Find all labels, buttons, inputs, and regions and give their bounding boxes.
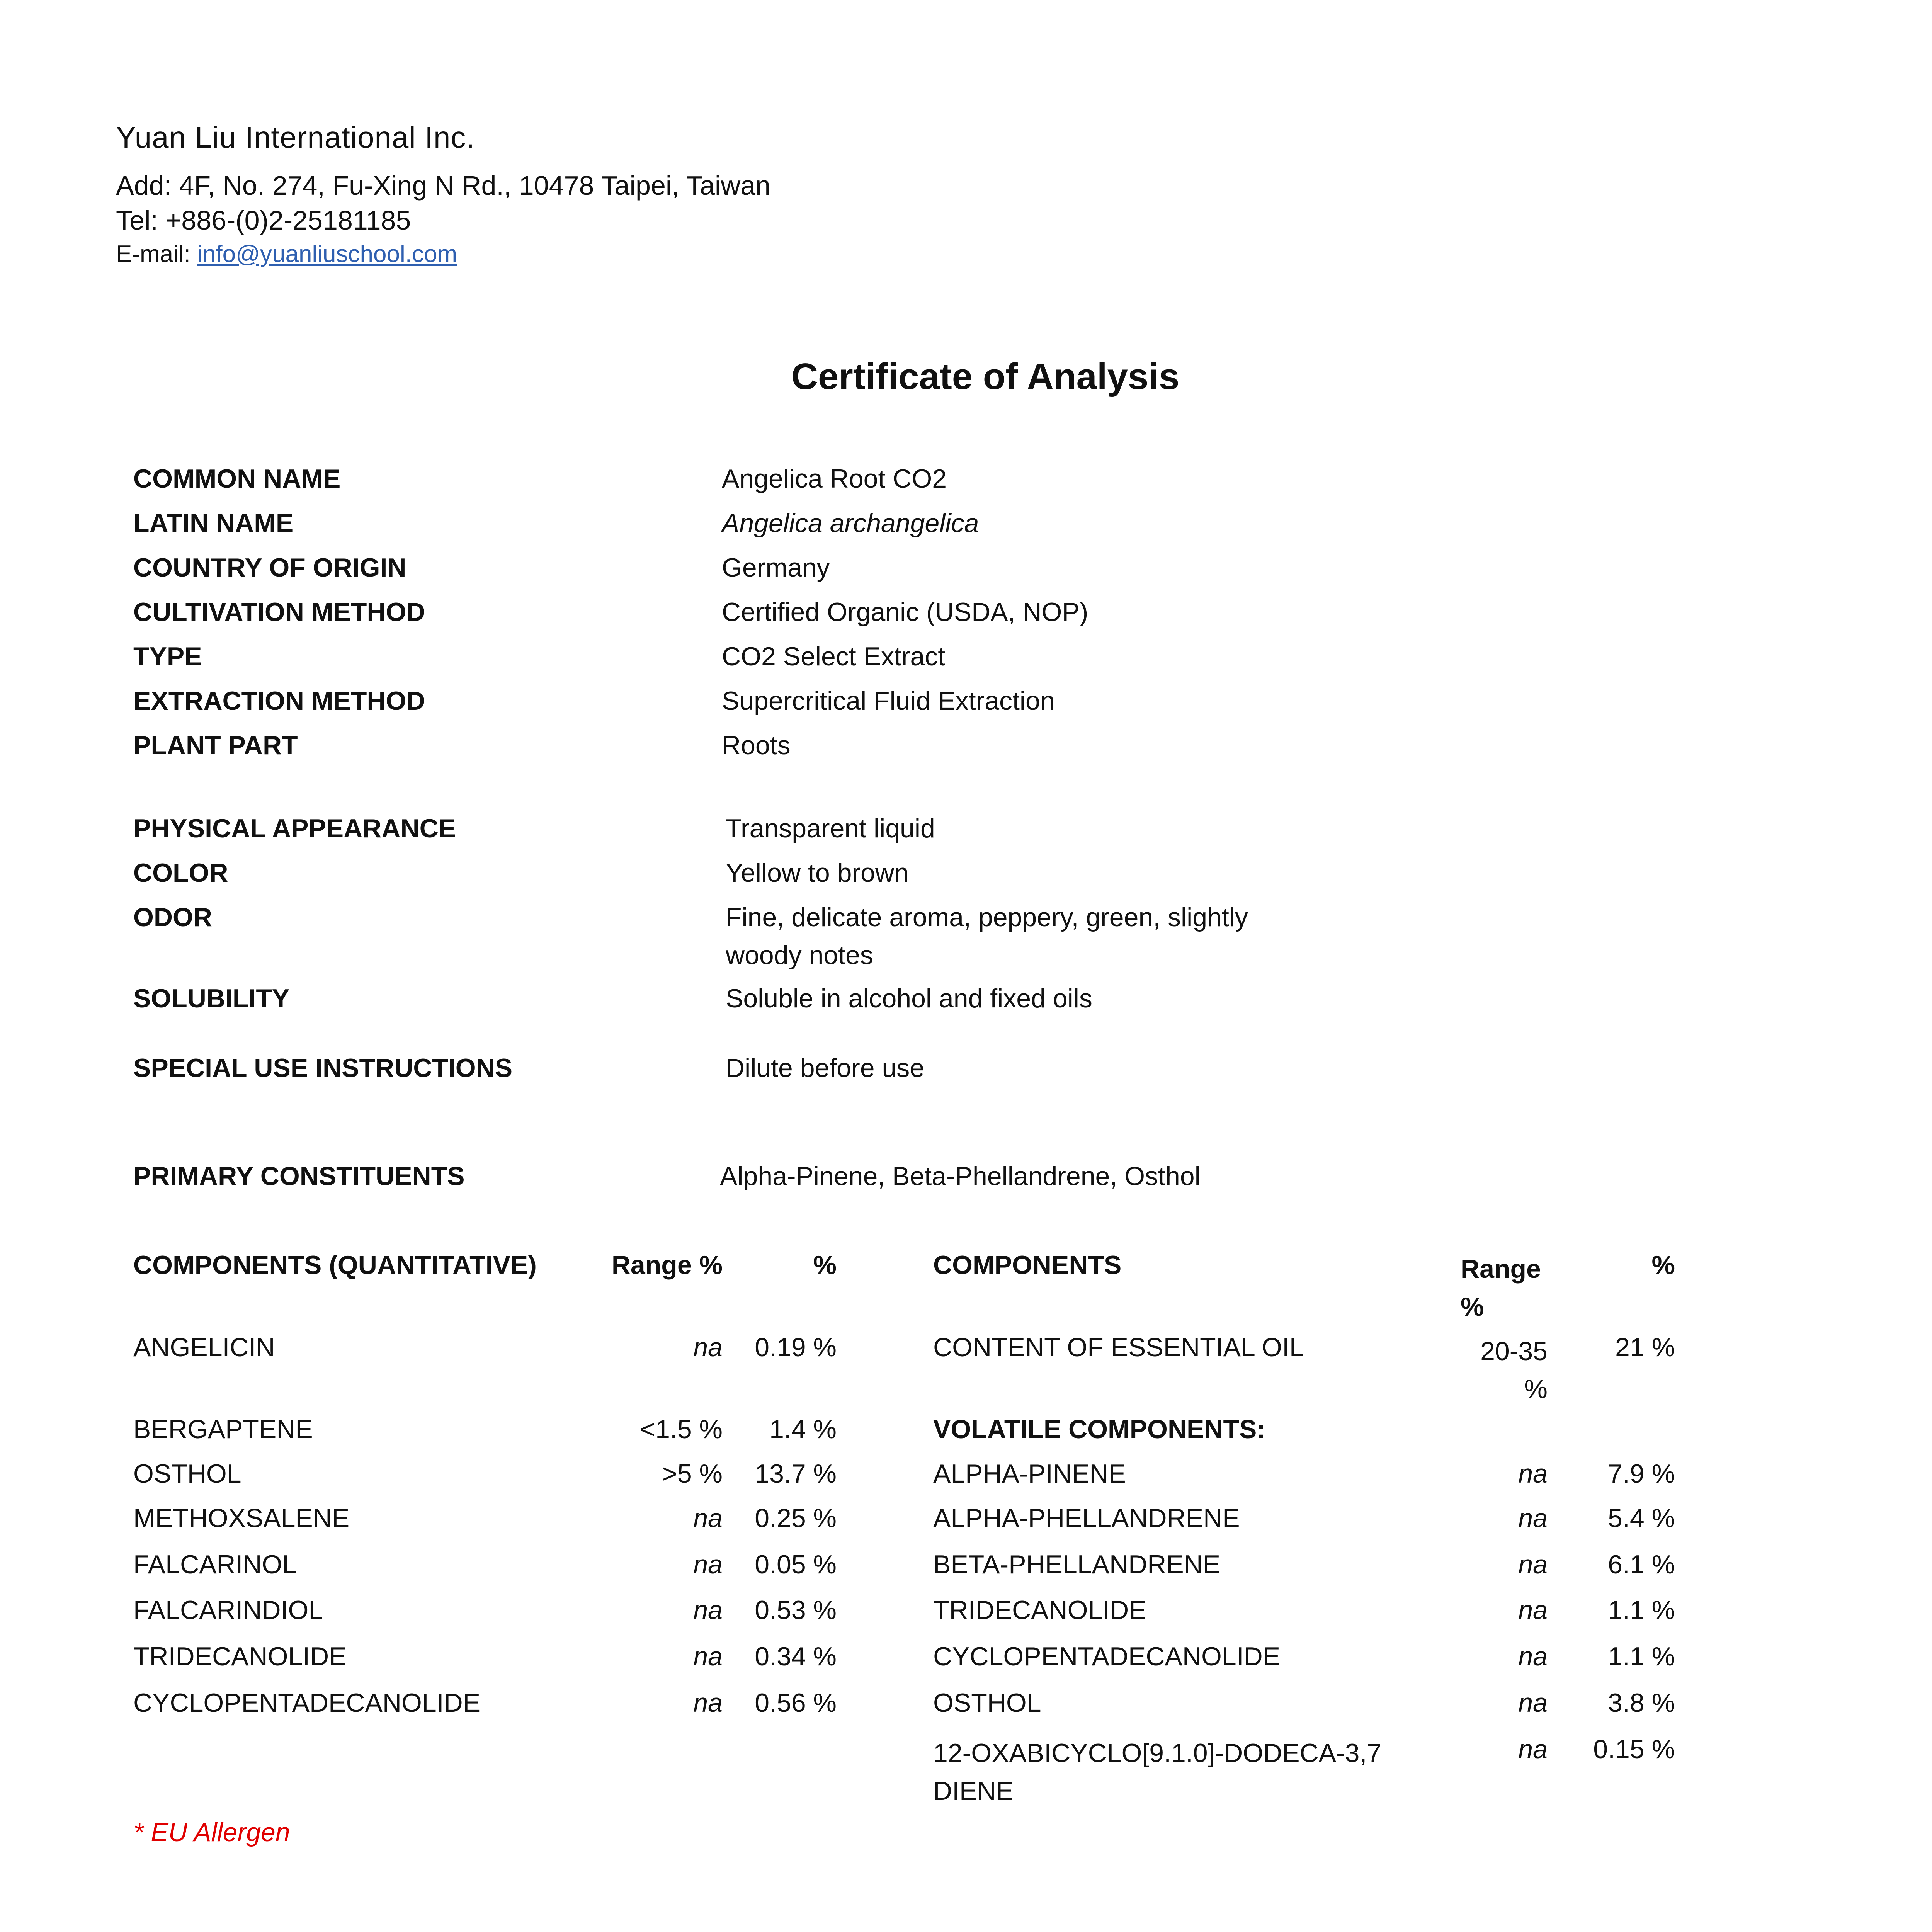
- phys-value-appearance: Transparent liquid: [726, 814, 935, 843]
- phys-label-solubility: SOLUBILITY: [133, 984, 290, 1013]
- right-row-percent: 5.4 %: [1608, 1503, 1675, 1533]
- info-label-extraction: EXTRACTION METHOD: [133, 686, 425, 716]
- phys-label-special-use: SPECIAL USE INSTRUCTIONS: [133, 1053, 513, 1083]
- right-row-name: BETA-PHELLANDRENE: [933, 1550, 1221, 1579]
- left-row-name: ANGELICIN: [133, 1333, 275, 1362]
- left-row-percent: 0.53 %: [755, 1595, 837, 1625]
- info-label-common-name: COMMON NAME: [133, 464, 341, 493]
- company-name: Yuan Liu International Inc.: [116, 120, 475, 154]
- info-value-country: Germany: [722, 553, 830, 582]
- left-row-range: <1.5 %: [640, 1415, 723, 1444]
- right-row-range: na: [1518, 1503, 1548, 1533]
- info-label-type: TYPE: [133, 642, 202, 671]
- info-value-extraction: Supercritical Fluid Extraction: [722, 686, 1055, 716]
- right-row-percent: 6.1 %: [1608, 1550, 1675, 1579]
- left-row-percent: 0.56 %: [755, 1688, 837, 1718]
- phys-value-color: Yellow to brown: [726, 858, 909, 888]
- left-row-percent: 0.34 %: [755, 1642, 837, 1671]
- left-table-header-components: COMPONENTS (QUANTITATIVE): [133, 1250, 537, 1280]
- info-label-plant-part: PLANT PART: [133, 731, 298, 760]
- eu-allergen-note: * EU Allergen: [133, 1818, 290, 1847]
- left-row-percent: 13.7 %: [755, 1459, 837, 1488]
- left-row-name: CYCLOPENTADECANOLIDE: [133, 1688, 481, 1718]
- email-label: E-mail:: [116, 241, 197, 267]
- left-row-percent: 0.25 %: [755, 1503, 837, 1533]
- left-row-percent: 0.19 %: [755, 1333, 837, 1362]
- right-row-range: na: [1518, 1688, 1548, 1718]
- left-row-name: OSTHOL: [133, 1459, 242, 1488]
- volatile-components-header: VOLATILE COMPONENTS:: [933, 1415, 1266, 1444]
- left-row-range: na: [693, 1550, 723, 1579]
- left-row-name: BERGAPTENE: [133, 1415, 313, 1444]
- right-row-name: TRIDECANOLIDE: [933, 1595, 1146, 1625]
- essential-oil-name: CONTENT OF ESSENTIAL OIL: [933, 1333, 1304, 1362]
- right-row-range: na: [1518, 1459, 1548, 1488]
- info-value-plant-part: Roots: [722, 731, 791, 760]
- left-row-range: >5 %: [662, 1459, 723, 1488]
- info-value-type: CO2 Select Extract: [722, 642, 946, 671]
- right-table-header-percent: %: [1651, 1250, 1675, 1280]
- right-row-name: ALPHA-PHELLANDRENE: [933, 1503, 1240, 1533]
- essential-oil-range: 20-35 %: [1480, 1337, 1548, 1404]
- right-row-percent: 3.8 %: [1608, 1688, 1675, 1718]
- right-row-name: OSTHOL: [933, 1688, 1041, 1718]
- right-row-percent: 1.1 %: [1608, 1595, 1675, 1625]
- right-row-range: na: [1518, 1550, 1548, 1579]
- right-row-percent: 0.15 %: [1593, 1735, 1675, 1764]
- info-value-latin-name: Angelica archangelica: [722, 509, 979, 538]
- left-row-name: FALCARINOL: [133, 1550, 297, 1579]
- left-row-range: na: [693, 1503, 723, 1533]
- right-row-range: na: [1518, 1595, 1548, 1625]
- left-table-header-range: Range %: [611, 1250, 723, 1280]
- left-row-range: na: [693, 1595, 723, 1625]
- info-value-common-name: Angelica Root CO2: [722, 464, 947, 493]
- document-title: Certificate of Analysis: [791, 356, 1180, 397]
- right-table-header-range: Range %: [1461, 1254, 1541, 1321]
- essential-oil-percent: 21 %: [1615, 1333, 1675, 1362]
- left-row-name: FALCARINDIOL: [133, 1595, 323, 1625]
- phys-label-color: COLOR: [133, 858, 228, 888]
- right-table-header-components: COMPONENTS: [933, 1250, 1122, 1280]
- right-row-name: 12-OXABICYCLO[9.1.0]-DODECA-3,7 DIENE: [933, 1738, 1382, 1806]
- phys-value-special-use: Dilute before use: [726, 1053, 925, 1083]
- right-row-percent: 7.9 %: [1608, 1459, 1675, 1488]
- phys-value-odor: Fine, delicate aroma, peppery, green, slightly woody notes: [726, 903, 1248, 970]
- email-link[interactable]: info@yuanliuschool.com: [197, 241, 457, 267]
- company-email-line: [116, 240, 457, 268]
- right-row-name: ALPHA-PINENE: [933, 1459, 1126, 1488]
- info-value-cultivation: Certified Organic (USDA, NOP): [722, 597, 1088, 627]
- left-row-name: TRIDECANOLIDE: [133, 1642, 347, 1671]
- right-row-percent: 1.1 %: [1608, 1642, 1675, 1671]
- info-label-cultivation: CULTIVATION METHOD: [133, 597, 425, 627]
- right-row-name: CYCLOPENTADECANOLIDE: [933, 1642, 1281, 1671]
- left-row-percent: 0.05 %: [755, 1550, 837, 1579]
- phys-value-solubility: Soluble in alcohol and fixed oils: [726, 984, 1092, 1013]
- info-label-latin-name: LATIN NAME: [133, 509, 294, 538]
- right-row-range: na: [1518, 1735, 1548, 1764]
- left-row-percent: 1.4 %: [769, 1415, 837, 1444]
- info-label-country: COUNTRY OF ORIGIN: [133, 553, 406, 582]
- left-row-range: na: [693, 1333, 723, 1362]
- company-tel: Tel: +886-(0)2-25181185: [116, 205, 411, 235]
- left-row-range: na: [693, 1688, 723, 1718]
- phys-label-appearance: PHYSICAL APPEARANCE: [133, 814, 456, 843]
- left-row-name: METHOXSALENE: [133, 1503, 350, 1533]
- left-row-range: na: [693, 1642, 723, 1671]
- phys-label-odor: ODOR: [133, 903, 212, 932]
- company-address: Add: 4F, No. 274, Fu-Xing N Rd., 10478 Taipei, Taiwan: [116, 170, 770, 201]
- left-table-header-percent: %: [813, 1250, 837, 1280]
- primary-constituents-label: PRIMARY CONSTITUENTS: [133, 1162, 465, 1191]
- primary-constituents-value: Alpha-Pinene, Beta-Phellandrene, Osthol: [720, 1162, 1201, 1191]
- right-row-range: na: [1518, 1642, 1548, 1671]
